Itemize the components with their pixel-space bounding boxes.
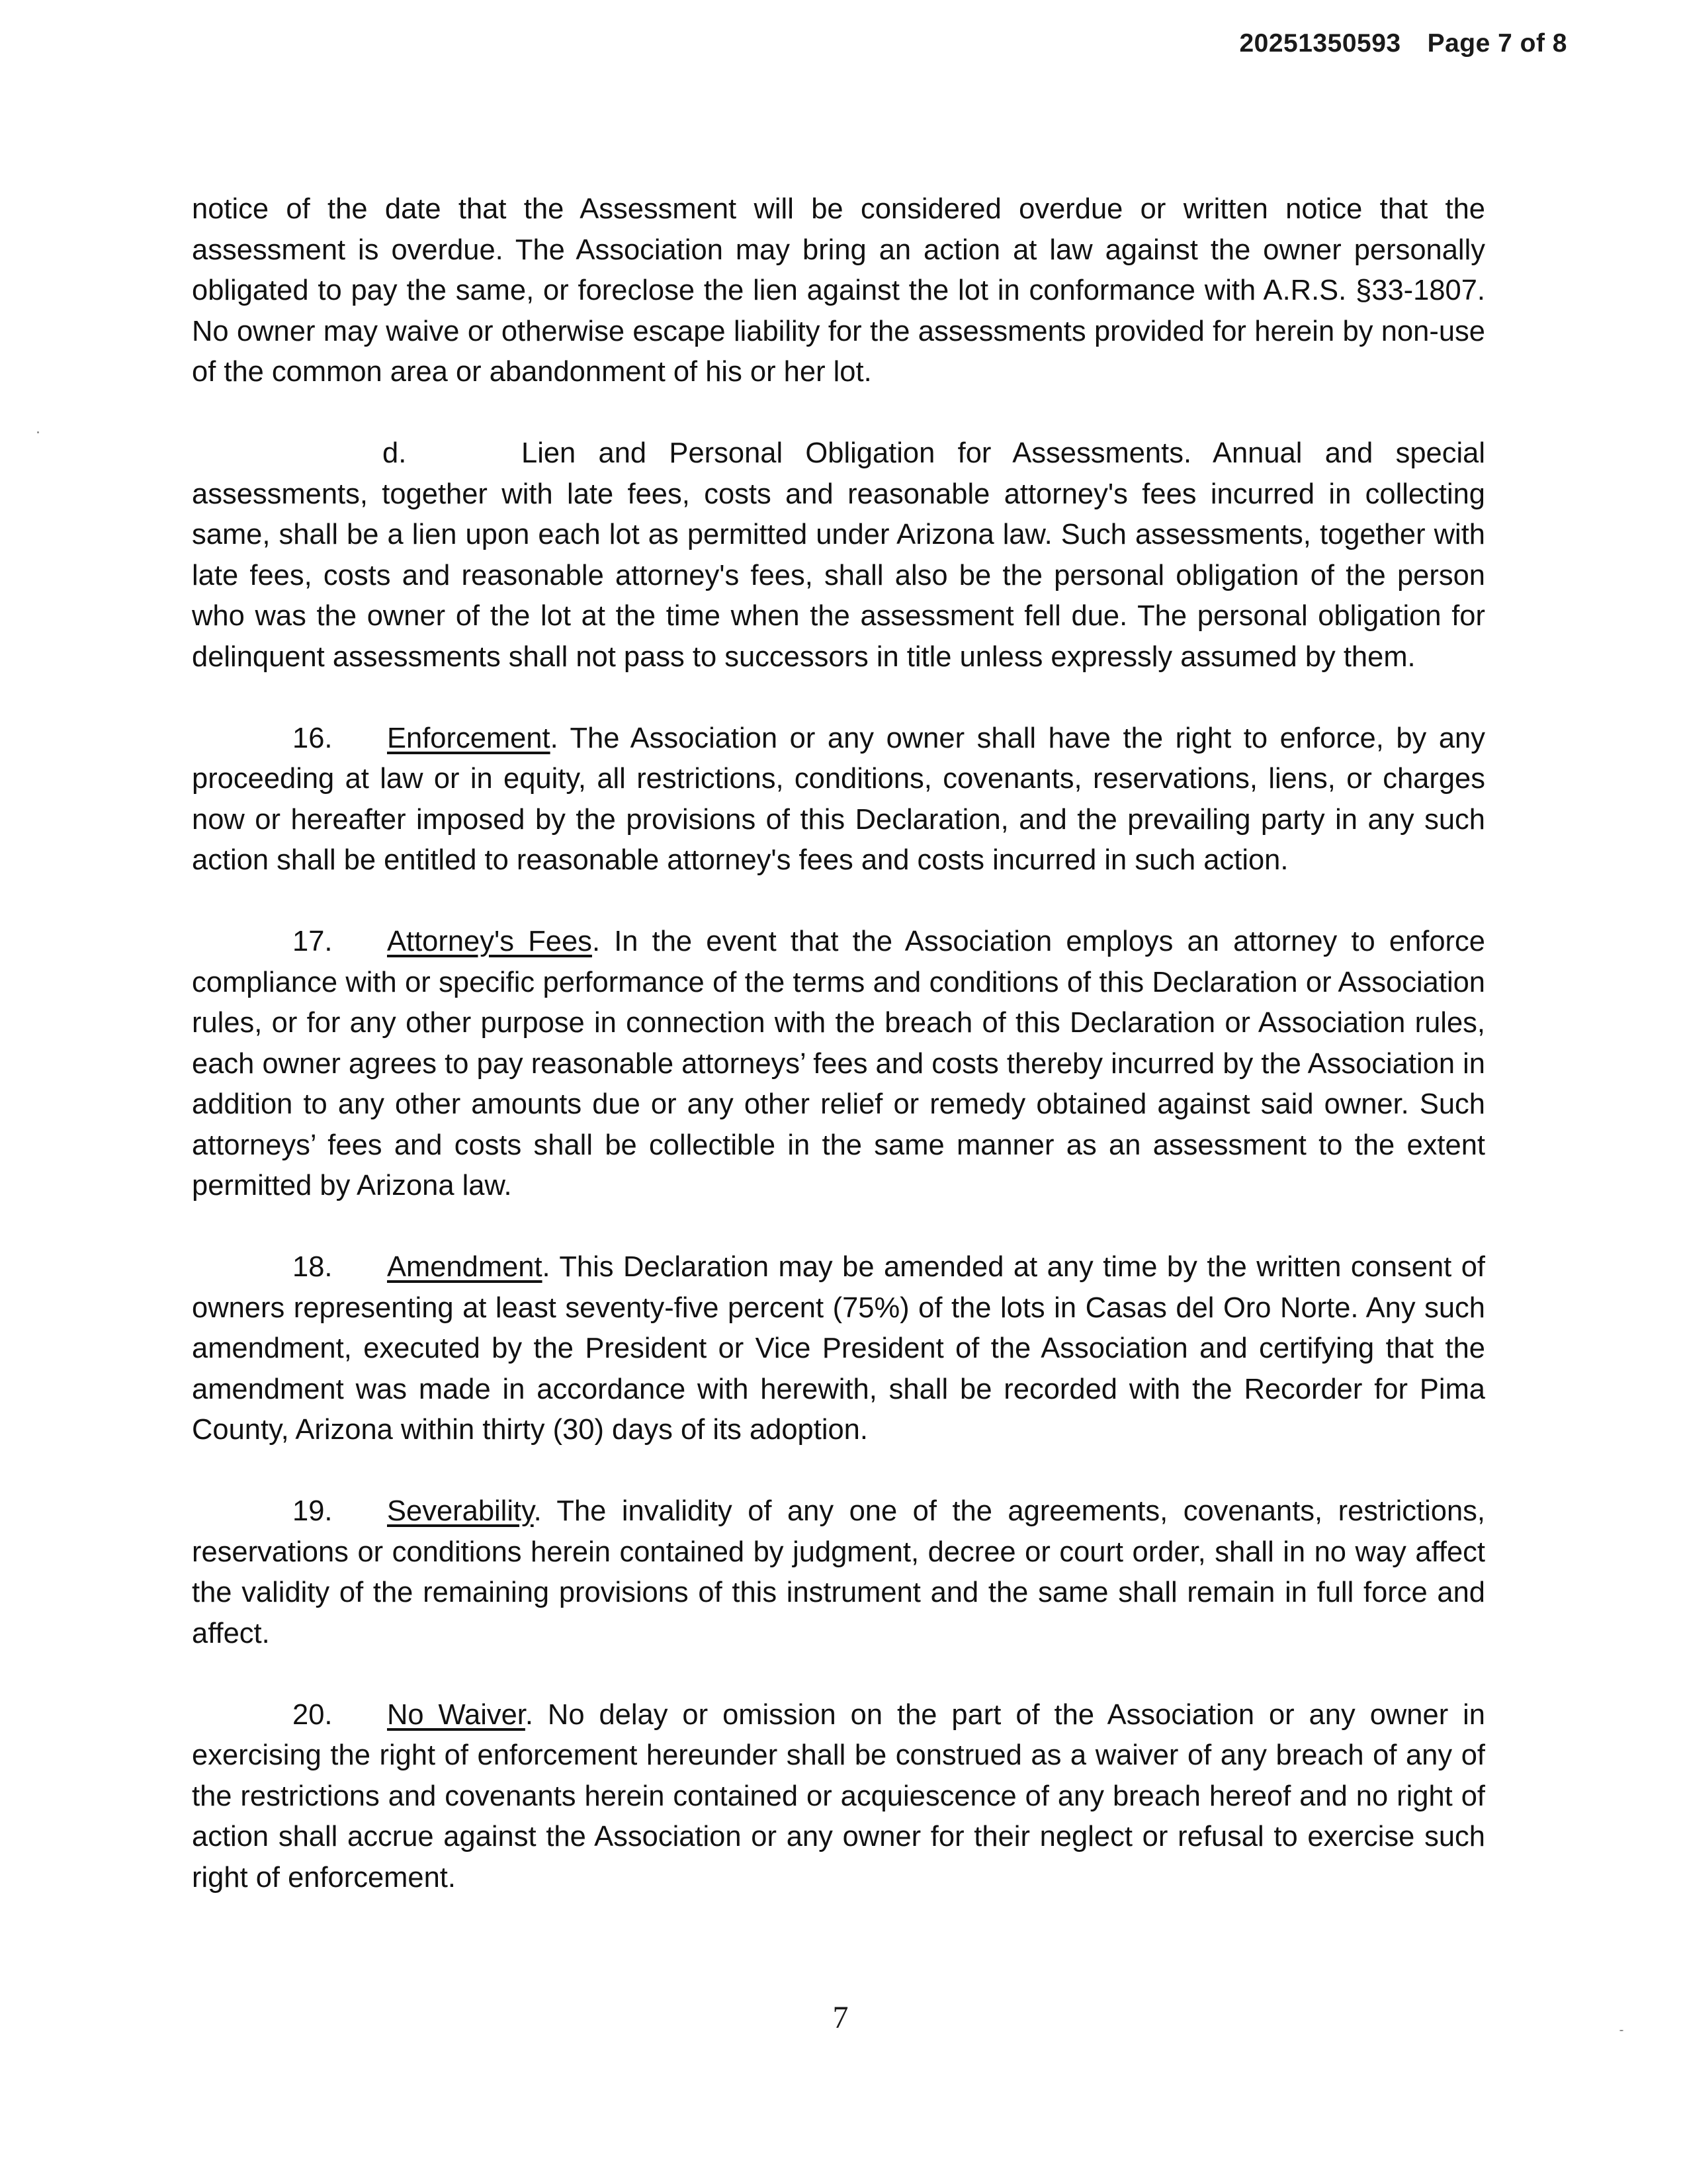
- section-text: . No delay or omission on the part of the Association or any owner in exercising the right of enforcement hereunder shall be construed as a waiver of any breach of any of the restrictions and covenants herein contained or acquiescence of any breach hereof and no right of action shall accrue against the Association or any owner for their neglect or refusal to exercise such right of enforcement.: [192, 1698, 1485, 1894]
- section-text: . In the event that the Association employs an attorney to enforce compliance with or specific performance of the terms and conditions of this Declaration or Association rules, or for any other purpose in connection with the breach of this Declaration or Association rules, each owner agrees to pay reasonable attorneys’ fees and costs thereby incurred by the Association in addition to any other amounts due or any other relief or remedy obtained against said owner. Such attorneys’ fees and costs shall be collectible in the same manner as an assessment to the extent permitted by Arizona law.: [192, 926, 1485, 1201]
- section-16: [192, 719, 1485, 881]
- section-heading: No Waiver: [387, 1698, 525, 1731]
- page-header: [1239, 29, 1567, 58]
- section-17: [192, 922, 1485, 1207]
- section-text: . This Declaration may be amended at any time by the written consent of owners representing at least seventy-five percent (75%) of the lots in Casas del Oro Norte. Any such amendment, executed by the President or Vice President of the Association and certifying that the amendment was made in accordance with herewith, shall be recorded with the Recorder for Pima County, Arizona within thirty (30) days of its adoption.: [192, 1251, 1485, 1446]
- section-18: [192, 1247, 1485, 1451]
- scan-speck: [37, 431, 39, 433]
- subsection-d: [192, 433, 1485, 677]
- section-heading: Enforcement: [387, 722, 550, 754]
- page-number: 7: [832, 2000, 849, 2035]
- section-text: . The invalidity of any one of the agreements, covenants, restrictions, reservations or conditions herein contained by judgment, decree or court order, shall in no way affect the validity of the remaining provisions of this instrument and the same shall remain in full force and affect.: [192, 1495, 1485, 1649]
- section-number: 19.: [292, 1495, 333, 1527]
- document-id: 20251350593: [1239, 29, 1401, 58]
- section-19: [192, 1491, 1485, 1654]
- section-20: [192, 1695, 1485, 1899]
- scan-speck: [1619, 2030, 1623, 2031]
- section-number: 18.: [292, 1251, 333, 1283]
- subsection-text: Lien and Personal Obligation for Assessments. Annual and special assessments, together with late fees, costs and reasonable attorney's fees incurred in collecting same, shall be a lien upon each lot as permitted under Arizona law. Such assessments, together with late fees, costs and reasonable attorney's fees, shall also be the personal obligation of the person who was the owner of the lot at the time when the assessment fell due. The personal obligation for delinquent assessments shall not pass to successors in title unless expressly assumed by them.: [192, 437, 1485, 673]
- section-heading: Severability: [387, 1495, 534, 1527]
- section-number: 20.: [292, 1698, 333, 1731]
- section-number: 17.: [292, 926, 333, 957]
- continuation-paragraph: notice of the date that the Assessment will be considered overdue or written notice that the assessment is overdue. The Association may bring an action at law against the owner personally obligated to pay the same, or foreclose the lien against the lot in conformance with A.R.S. §33-1807. No owner may waive or otherwise escape liability for the assessments provided for herein by non-use of the common area or abandonment of his or her lot.: [192, 193, 1485, 388]
- document-body: [192, 189, 1485, 1939]
- section-heading: Attorney's Fees: [387, 926, 592, 957]
- section-heading: Amendment: [387, 1251, 542, 1283]
- page-indicator: Page 7 of 8: [1427, 29, 1567, 58]
- subsection-label: d.: [382, 437, 407, 469]
- section-text: . The Association or any owner shall have the right to enforce, by any proceeding at law or in equity, all restrictions, conditions, covenants, reservations, liens, or charges now or hereafter imposed by the provisions of this Declaration, and the prevailing party in any such action shall be entitled to reasonable attorney's fees and costs incurred in such action.: [192, 722, 1485, 876]
- section-number: 16.: [292, 722, 333, 754]
